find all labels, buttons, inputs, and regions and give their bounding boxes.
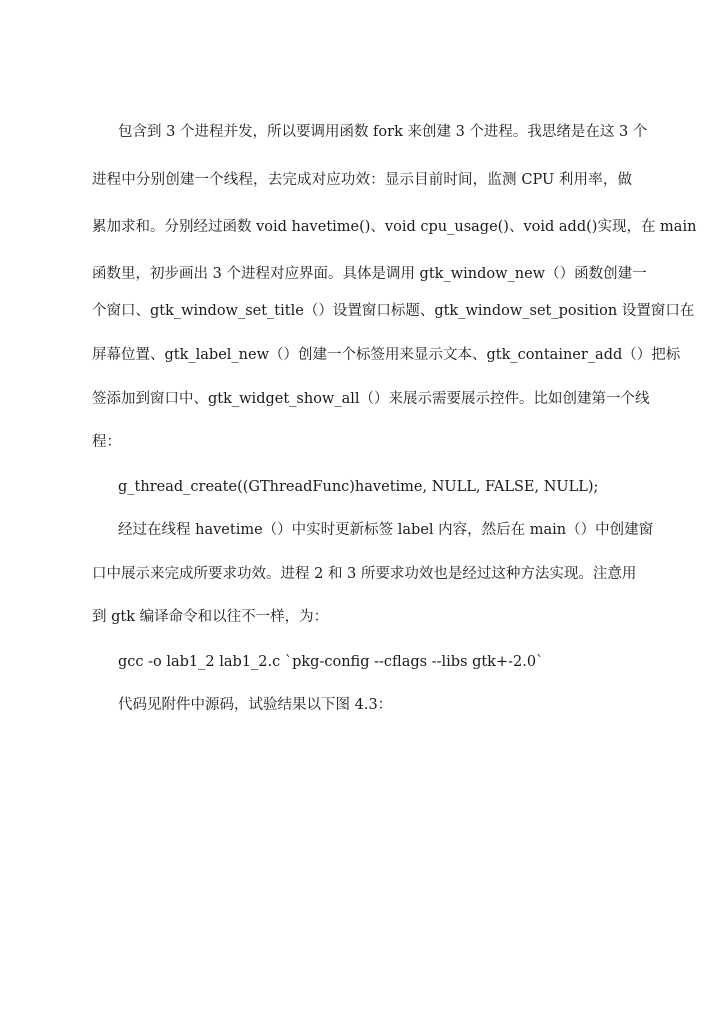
paragraph-1-line-4: 函数里，初步画出 3 个进程对应界面。具体是调用 gtk_window_new（）函数创建一 — [92, 266, 647, 282]
code-line-thread-create: g_thread_create((GThreadFunc)havetime, NULL, FALSE, NULL); — [118, 479, 599, 495]
paragraph-1-line-1: 包含到 3 个进程并发，所以要调用函数 fork 来创建 3 个进程。我思绪是在这 3 个 — [118, 124, 648, 140]
paragraph-2-line-2: 口中展示来完成所要求功效。进程 2 和 3 所要求功效也是经过这种方法实现。注意用 — [92, 566, 637, 582]
paragraph-1-line-3: 累加求和。分别经过函数 void havetime()、void cpu_usage()、void add()实现，在 main — [92, 219, 697, 235]
paragraph-1-line-5: 个窗口、gtk_window_set_title（）设置窗口标题、gtk_window_set_position 设置窗口在 — [92, 303, 695, 319]
paragraph-3-line-1: 代码见附件中源码，试验结果以下图 4.3： — [118, 697, 393, 713]
paragraph-2-line-1: 经过在线程 havetime（）中实时更新标签 label 内容，然后在 main（）中创建窗 — [118, 522, 654, 538]
paragraph-1-line-2: 进程中分别创建一个线程，去完成对应功效：显示目前时间，监测 CPU 利用率，做 — [92, 172, 632, 188]
paragraph-2-line-3: 到 gtk 编译命令和以往不一样，为： — [92, 609, 329, 625]
paragraph-1-line-8: 程： — [92, 434, 121, 450]
paragraph-1-line-6: 屏幕位置、gtk_label_new（）创建一个标签用来显示文本、gtk_container_add（）把标 — [92, 347, 681, 363]
paragraph-1-line-7: 签添加到窗口中、gtk_widget_show_all（）来展示需要展示控件。比如创建第一个线 — [92, 391, 650, 407]
code-line-gcc-command: gcc -o lab1_2 lab1_2.c `pkg-config --cflags --libs gtk+-2.0` — [118, 654, 544, 670]
